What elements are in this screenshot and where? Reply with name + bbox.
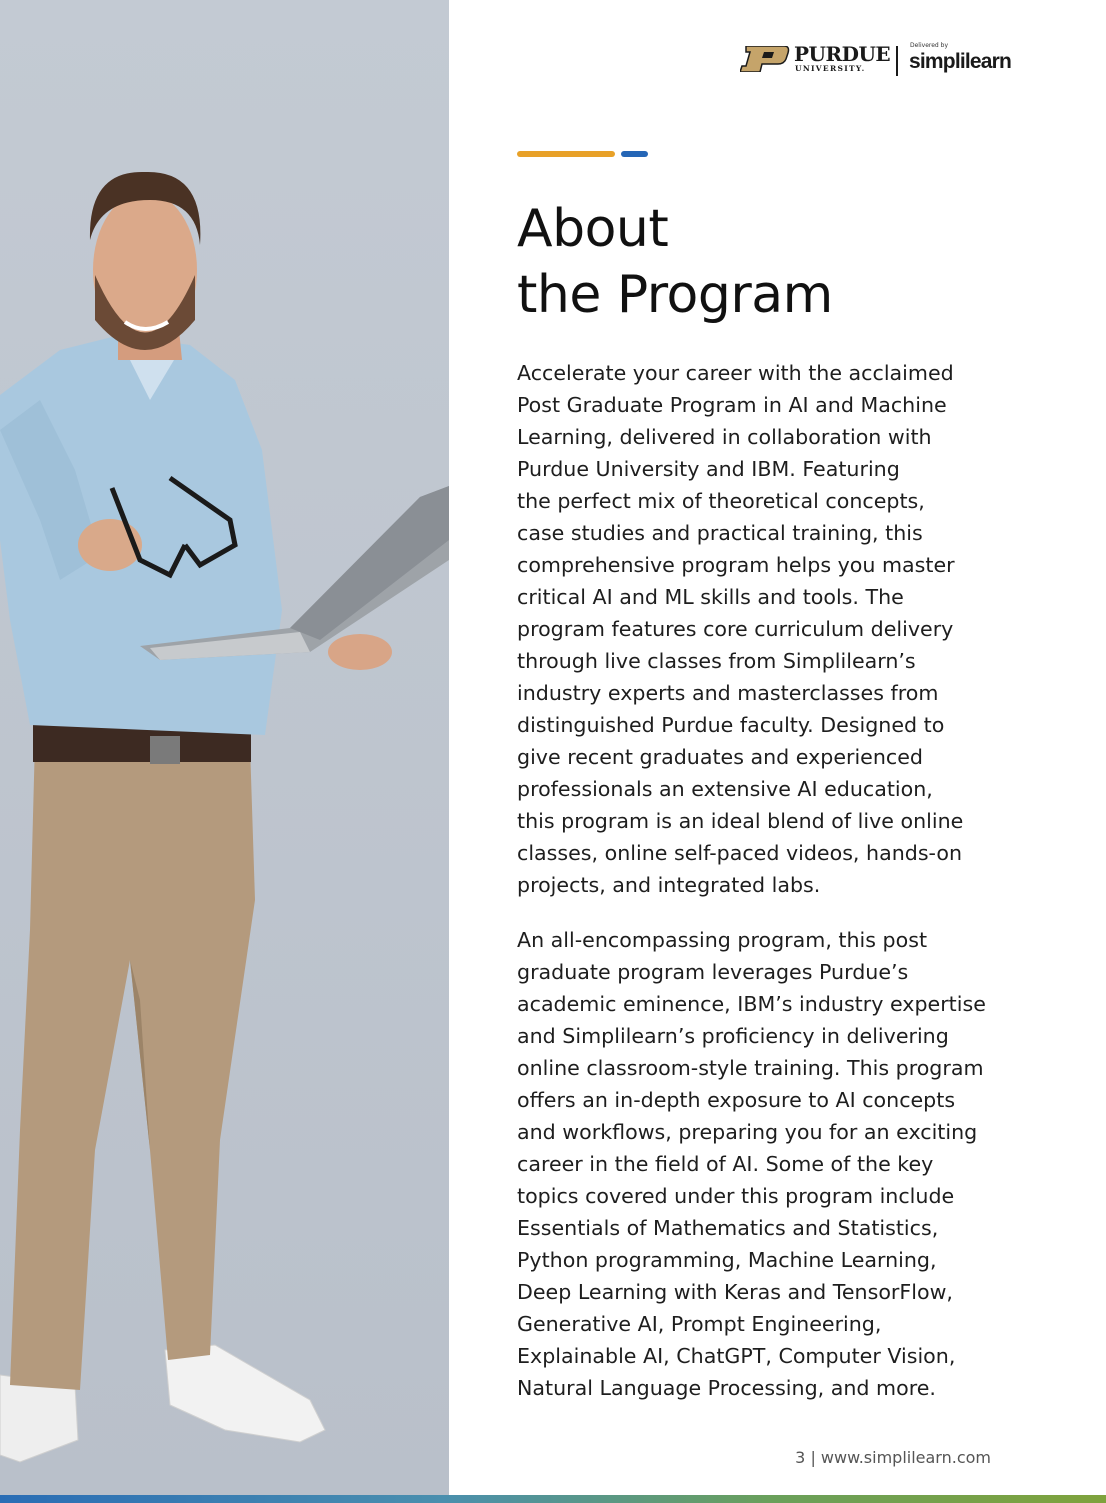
text-line: An all-encompassing program, this post	[517, 928, 928, 952]
text-line: Explainable AI, ChatGPT, Computer Vision,	[517, 1344, 956, 1368]
text-line: Essentials of Mathematics and Statistics,	[517, 1216, 939, 1240]
bottom-gradient-bar	[0, 1495, 1106, 1503]
purdue-p-logo-icon	[740, 46, 790, 72]
hero-photo	[0, 0, 449, 1495]
page-title	[517, 196, 997, 328]
text-line: Deep Learning with Keras and TensorFlow,	[517, 1280, 953, 1304]
text-line: career in the field of AI. Some of the key	[517, 1152, 934, 1176]
man-with-laptop-illustration	[0, 0, 449, 1495]
simplilearn-logo: simplilearn	[909, 50, 1012, 73]
text-line: academic eminence, IBM’s industry expertise	[517, 992, 986, 1016]
text-line: projects, and integrated labs.	[517, 873, 821, 897]
text-line: classes, online self-paced videos, hands-on	[517, 841, 963, 865]
text-line: online classroom-style training. This program	[517, 1056, 984, 1080]
text-line: offers an in-depth exposure to AI concepts	[517, 1088, 956, 1112]
text-line: topics covered under this program include	[517, 1184, 955, 1208]
text-line: critical AI and ML skills and tools. The	[517, 585, 904, 609]
text-line: Python programming, Machine Learning,	[517, 1248, 937, 1272]
website-link[interactable]: www.simplilearn.com	[820, 1448, 991, 1467]
text-line: comprehensive program helps you master	[517, 553, 955, 577]
text-line: Generative AI, Prompt Engineering,	[517, 1312, 882, 1336]
text-line: Purdue University and IBM. Featuring	[517, 457, 900, 481]
delivered-by-label: Delivered by	[910, 42, 948, 49]
page-number: 3	[795, 1448, 806, 1467]
logo-divider	[896, 46, 898, 76]
text-line: Natural Language Processing, and more.	[517, 1376, 936, 1400]
accent-bar-orange	[517, 151, 615, 157]
text-line: Learning, delivered in collaboration with	[517, 425, 932, 449]
text-line: and workflows, preparing you for an exciting	[517, 1120, 978, 1144]
accent-bar-blue	[621, 151, 648, 157]
text-line: and Simplilearn’s proficiency in delivering	[517, 1024, 949, 1048]
text-line: Post Graduate Program in AI and Machine	[517, 393, 947, 417]
text-line: professionals an extensive AI education,	[517, 777, 933, 801]
text-line: give recent graduates and experienced	[517, 745, 923, 769]
text-line: program features core curriculum delivery	[517, 617, 954, 641]
page-footer	[795, 1448, 991, 1467]
header-logos	[740, 42, 1010, 78]
topics-paragraph	[517, 924, 1013, 1404]
text-line: industry experts and masterclasses from	[517, 681, 939, 705]
text-line: graduate program leverages Purdue’s	[517, 960, 909, 984]
text-line: Accelerate your career with the acclaimed	[517, 361, 954, 385]
intro-paragraph	[517, 357, 1013, 901]
text-line: through live classes from Simplilearn’s	[517, 649, 916, 673]
purdue-subtitle: UNIVERSITY.	[795, 64, 866, 73]
footer-separator: |	[810, 1448, 816, 1467]
text-line: case studies and practical training, this	[517, 521, 923, 545]
text-line: distinguished Purdue faculty. Designed to	[517, 713, 945, 737]
title-line: About	[517, 199, 669, 259]
title-line: the Program	[517, 265, 833, 325]
text-line: the perfect mix of theoretical concepts,	[517, 489, 925, 513]
text-line: this program is an ideal blend of live online	[517, 809, 964, 833]
purdue-wordmark: PURDUE	[794, 42, 891, 66]
